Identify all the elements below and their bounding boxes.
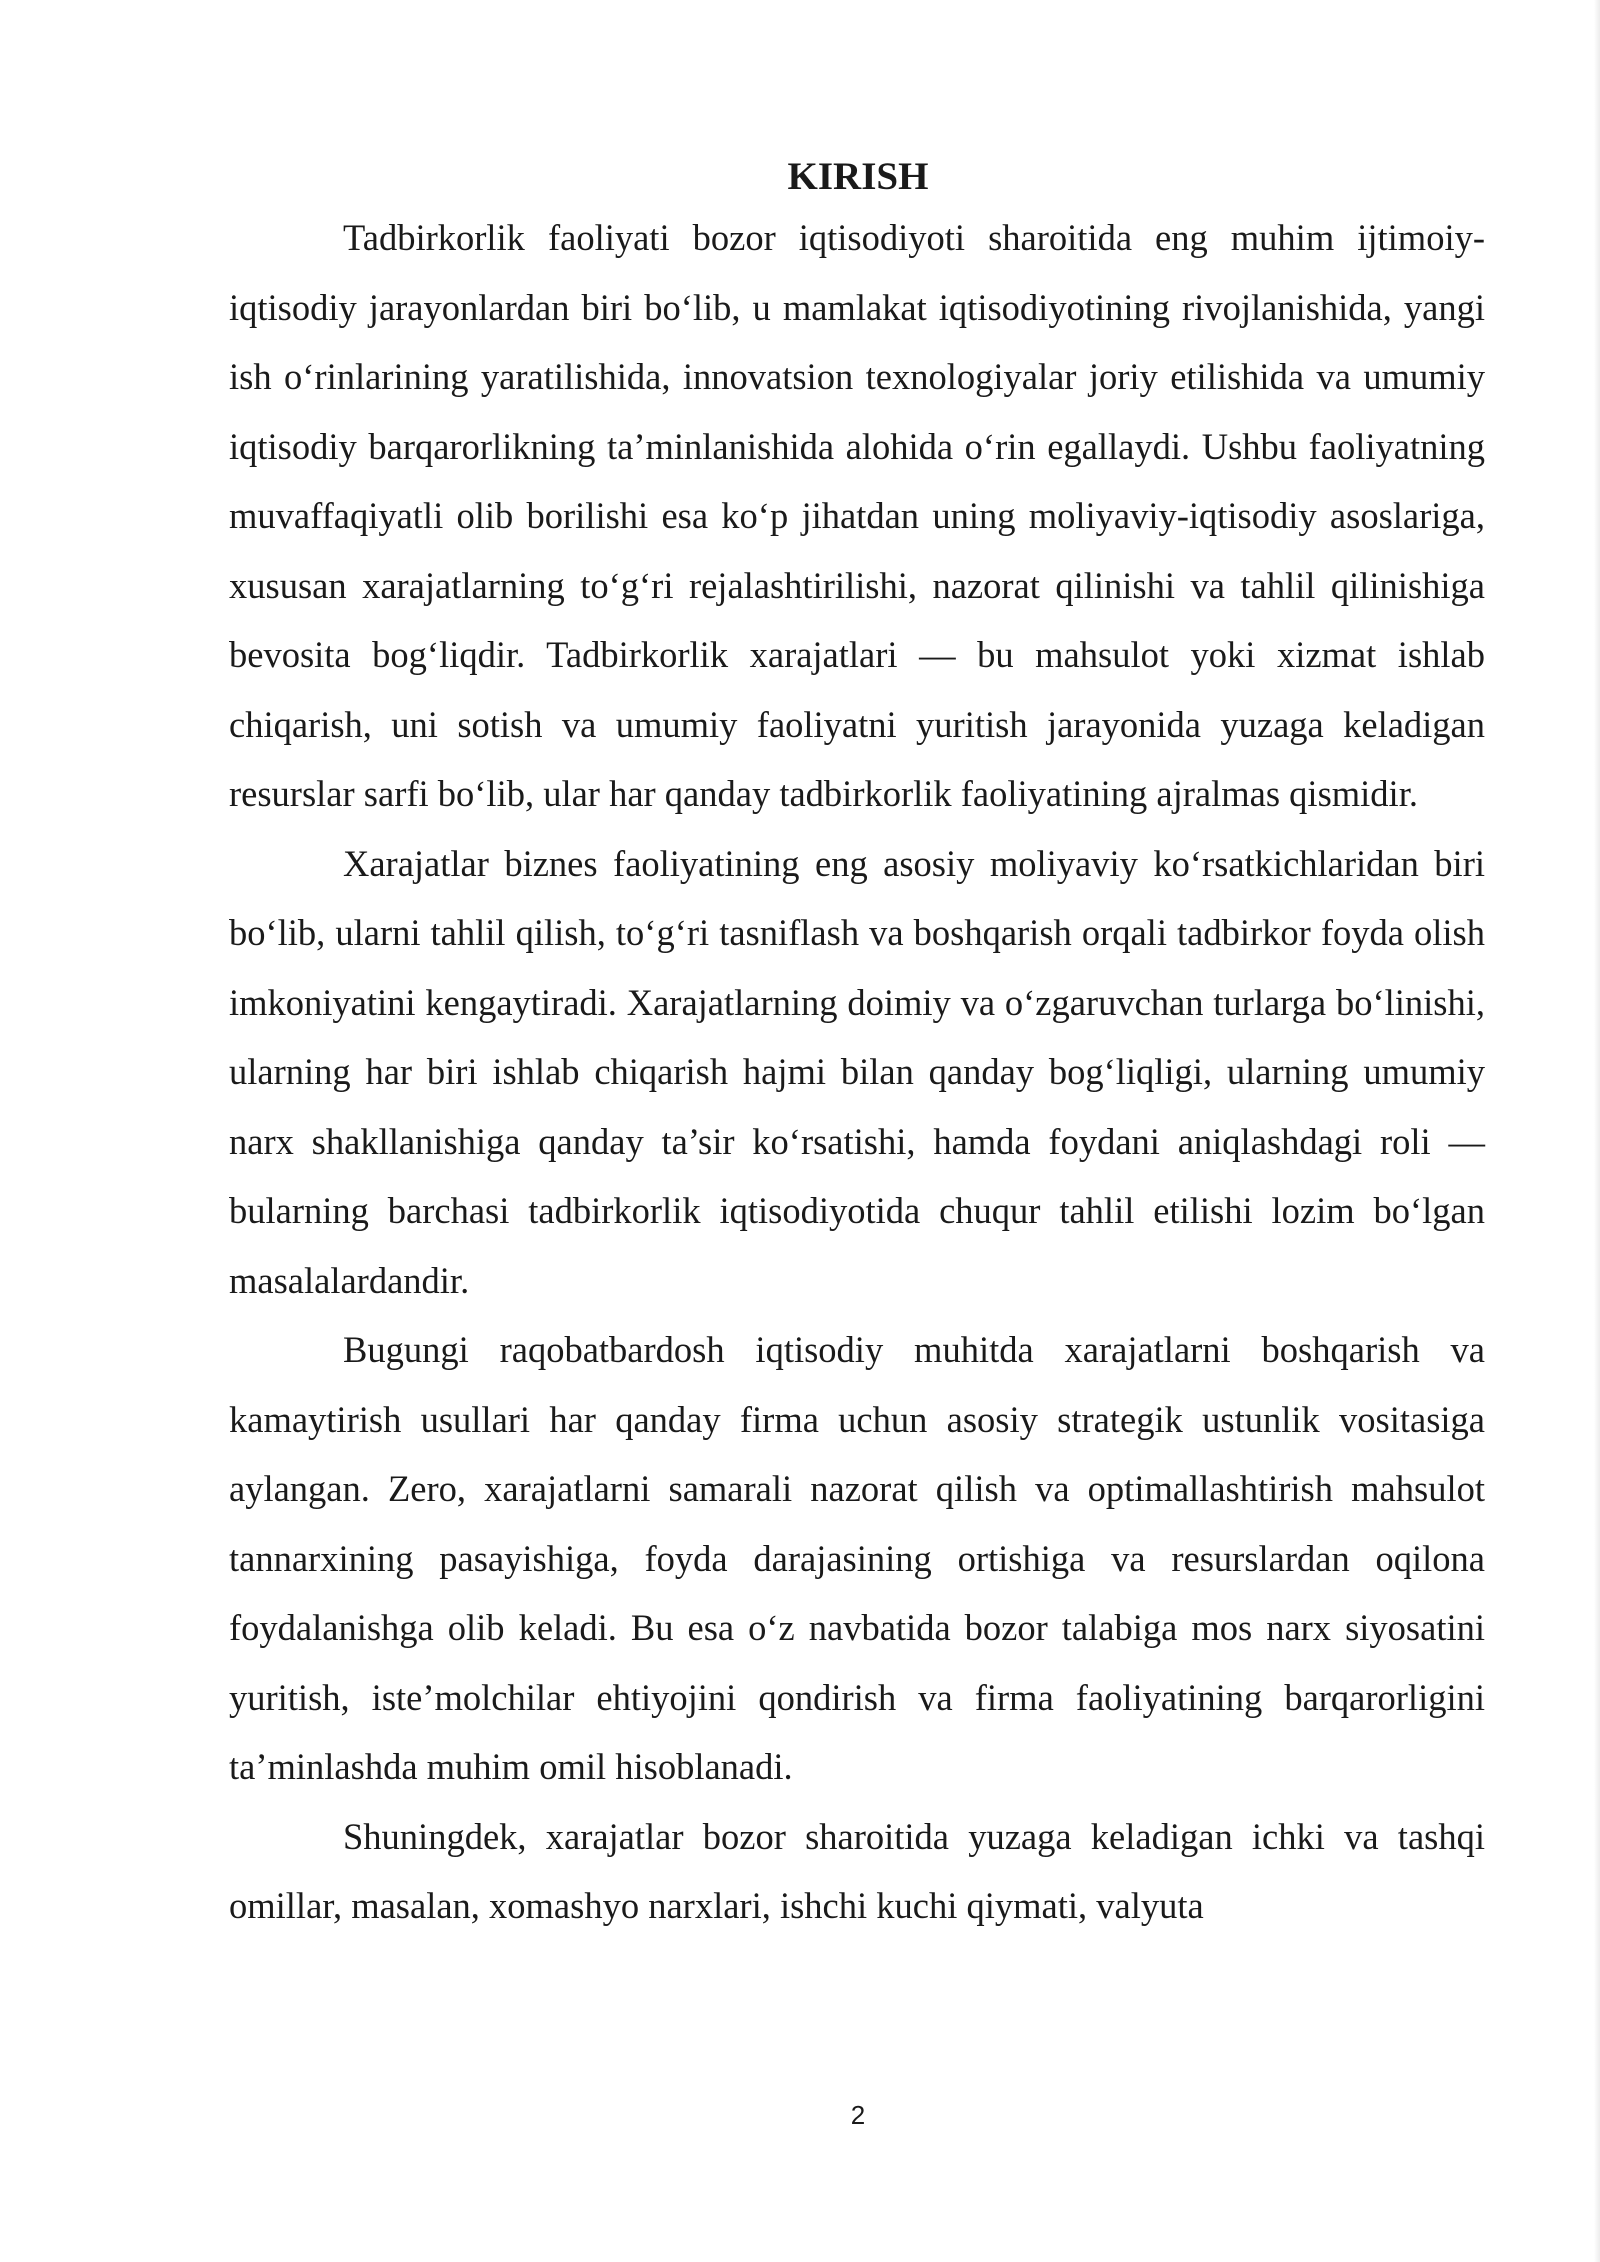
page-edge-shadow [1594, 0, 1600, 2262]
body-text [229, 203, 1485, 1941]
paragraph: Tadbirkorlik faoliyati bozor iqtisodiyoti sharoitida eng muhim ijtimoiy-iqtisodiy jarayonlardan biri bo‘lib, u mamlakat iqtisodiyotining rivojlanishida, yangi ish o‘rinlarining yaratilishida, innovatsion texnologiyalar joriy etilishida va umumiy iqtisodiy barqarorlikning ta’minlanishida alohida o‘rin egallaydi. Ushbu faoliyatning muvaffaqiyatli olib borilishi esa ko‘p jihatdan uning moliyaviy-iqtisodiy asoslariga, xususan xarajatlarning to‘g‘ri rejalashtirilishi, nazorat qilinishi va tahlil qilinishiga bevosita bog‘liqdir. Tadbirkorlik xarajatlari — bu mahsulot yoki xizmat ishlab chiqarish, uni sotish va umumiy faoliyatni yuritish jarayonida yuzaga keladigan resurslar sarfi bo‘lib, ular har qanday tadbirkorlik faoliyatining ajralmas qismidir. [229, 217, 1485, 814]
paragraph: Shuningdek, xarajatlar bozor sharoitida yuzaga keladigan ichki va tashqi omillar, masalan, xomashyo narxlari, ishchi kuchi qiymati, valyuta [229, 1815, 1485, 1926]
paragraph: Xarajatlar biznes faoliyatining eng asosiy moliyaviy ko‘rsatkichlaridan biri bo‘lib, ularni tahlil qilish, to‘g‘ri tasniflash va boshqarish orqali tadbirkor foyda olish imkoniyatini kengaytiradi. Xarajatlarning doimiy va o‘zgaruvchan turlarga bo‘linishi, ularning har biri ishlab chiqarish hajmi bilan qanday bog‘liqligi, ularning umumiy narx shakllanishiga qanday ta’sir ko‘rsatishi, hamda foydani aniqlashdagi roli — bularning barchasi tadbirkorlik iqtisodiyotida chuqur tahlil etilishi lozim bo‘lgan masalalardandir. [229, 842, 1485, 1301]
section-heading: KIRISH [787, 155, 929, 198]
paragraph: Bugungi raqobatbardosh iqtisodiy muhitda xarajatlarni boshqarish va kamaytirish usullari har qanday firma uchun asosiy strategik ustunlik vositasiga aylangan. Zero, xarajatlarni samarali nazorat qilish va optimallashtirish mahsulot tannarxining pasayishiga, foyda darajasining ortishiga va resurslardan oqilona foydalanishga olib keladi. Bu esa o‘z navbatida bozor talabiga mos narx siyosatini yuritish, iste’molchilar ehtiyojini qondirish va firma faoliyatining barqarorligini ta’minlashda muhim omil hisoblanadi. [229, 1329, 1485, 1787]
page-number: 2 [850, 2100, 866, 2130]
